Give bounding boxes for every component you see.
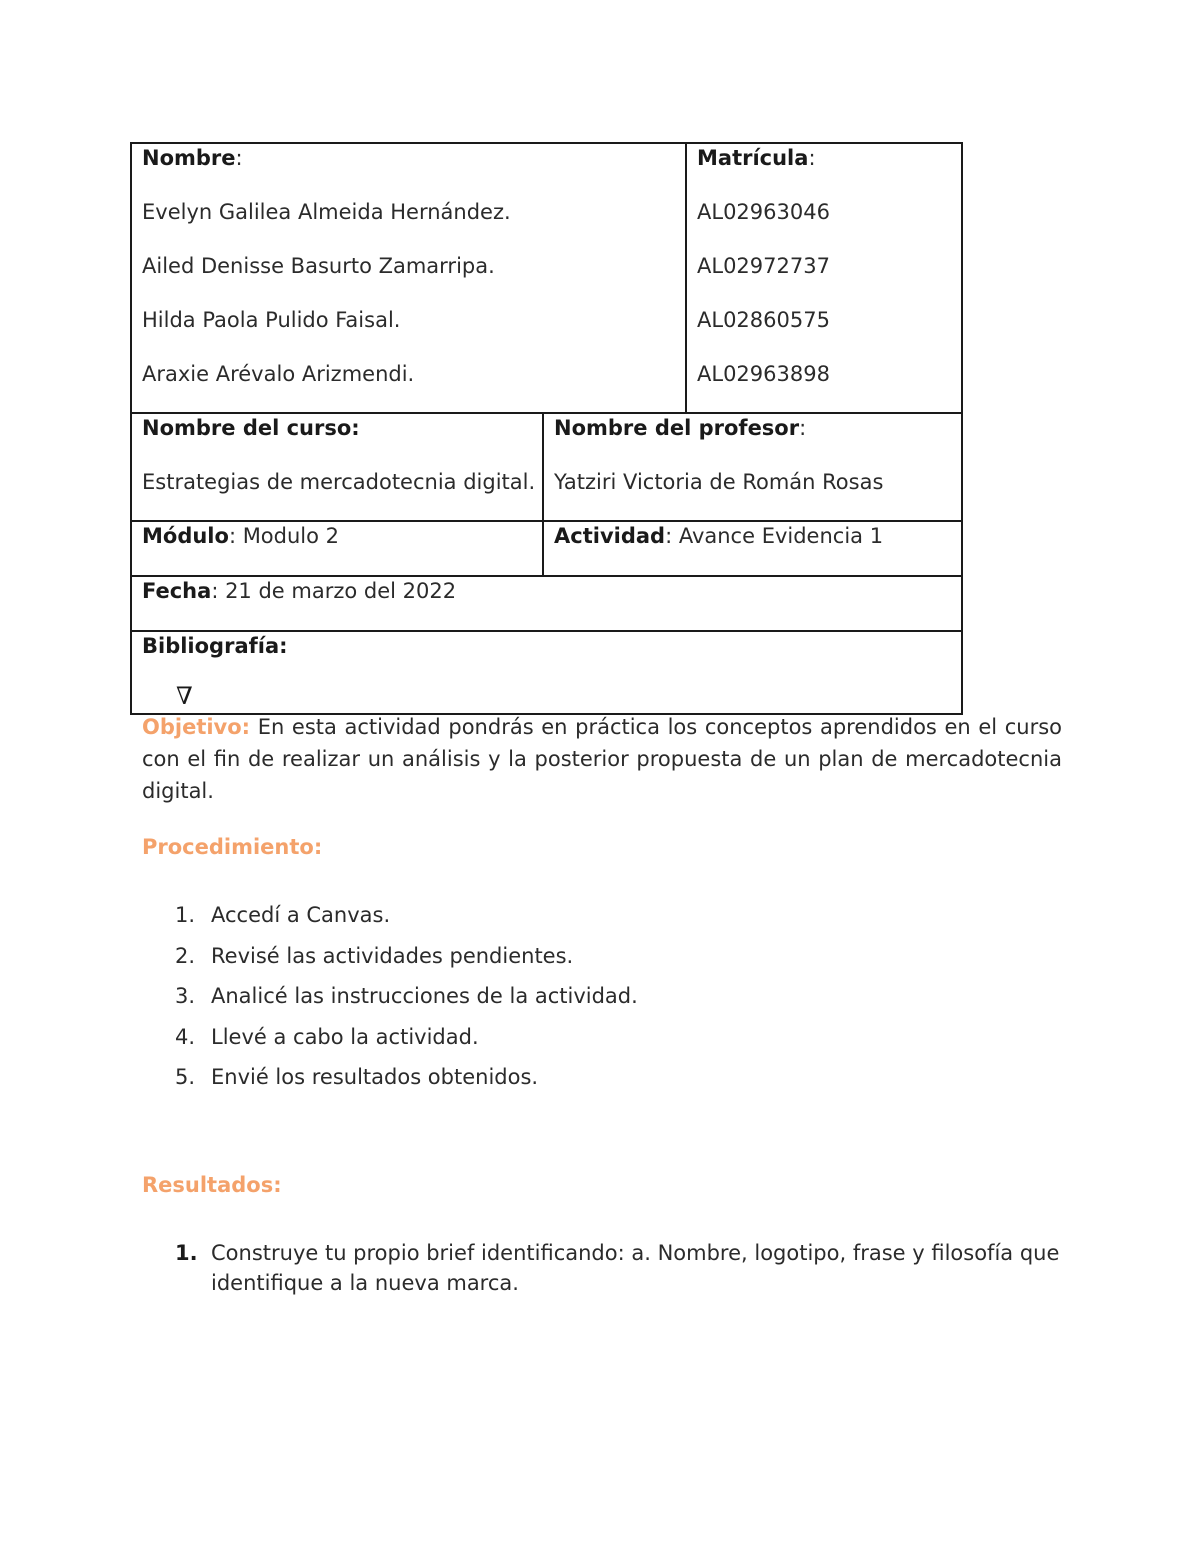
student-id: AL02860575	[697, 308, 830, 332]
list-item: 1. Construye tu propio brief identificando: a. Nombre, logotipo, frase y filosofía que identifique a la nueva marca.	[175, 1241, 1060, 1295]
student-id: AL02963898	[697, 362, 830, 386]
procedimiento-list	[142, 900, 638, 1103]
fecha-label: Fecha	[142, 579, 212, 603]
profesor-cell	[542, 414, 961, 520]
list-item: 4. Llevé a cabo la actividad.	[175, 1024, 479, 1049]
nabla-symbol: ∇	[176, 682, 193, 710]
curso-label: Nombre del curso:	[142, 416, 360, 440]
student-id: AL02963046	[697, 200, 830, 224]
procedimiento-heading: Procedimiento:	[142, 835, 323, 859]
fecha-value: : 21 de marzo del 2022	[211, 579, 457, 603]
date-row	[132, 577, 961, 632]
modulo-value: : Modulo 2	[228, 524, 340, 548]
profesor-value: Yatziri Victoria de Román Rosas	[554, 470, 884, 494]
profesor-heading: Nombre del profesor:	[554, 416, 807, 440]
bibliografia-cell	[132, 632, 961, 713]
ids-cell	[685, 144, 961, 412]
curso-cell	[132, 414, 542, 520]
actividad-cell	[542, 522, 961, 575]
objetivo-text: En esta actividad pondrás en práctica los conceptos aprendidos en el curso con el fin de realizar un análisis y la posterior propuesta de un plan de mercadotecnia digital.	[142, 715, 1062, 803]
list-item: 2. Revisé las actividades pendientes.	[175, 943, 574, 968]
list-item: 3. Analicé las instrucciones de la actividad.	[175, 984, 638, 1008]
student-info-table	[130, 142, 963, 715]
names-cell	[132, 144, 685, 412]
bibliography-row	[132, 632, 961, 713]
matricula-heading: Matrícula:	[697, 146, 816, 170]
objetivo-paragraph	[142, 711, 1062, 807]
modulo-cell	[132, 522, 542, 575]
curso-value: Estrategias de mercadotecnia digital.	[142, 470, 536, 494]
student-name: Ailed Denisse Basurto Zamarripa.	[142, 254, 495, 278]
list-item: 5. Envié los resultados obtenidos.	[175, 1065, 539, 1089]
profesor-label: Nombre del profesor	[554, 416, 800, 440]
objetivo-label: Objetivo:	[142, 715, 251, 739]
resultados-heading: Resultados:	[142, 1173, 282, 1197]
module-row	[132, 522, 961, 577]
nombre-heading: Nombre:	[142, 146, 243, 170]
student-name: Araxie Arévalo Arizmendi.	[142, 362, 415, 386]
student-name: Hilda Paola Pulido Faisal.	[142, 308, 401, 332]
modulo-label: Módulo	[142, 524, 229, 548]
course-row	[132, 414, 961, 522]
actividad-value: : Avance Evidencia 1	[665, 524, 884, 548]
student-id: AL02972737	[697, 254, 830, 278]
resultados-list	[142, 1238, 1062, 1298]
list-item: 1. Accedí a Canvas.	[175, 903, 391, 927]
nombre-label: Nombre	[142, 146, 236, 170]
students-row	[132, 144, 961, 414]
student-name: Evelyn Galilea Almeida Hernández.	[142, 200, 511, 224]
bibliografia-label: Bibliografía:	[142, 634, 288, 658]
actividad-label: Actividad	[554, 524, 666, 548]
fecha-cell	[132, 577, 961, 630]
matricula-label: Matrícula	[697, 146, 809, 170]
